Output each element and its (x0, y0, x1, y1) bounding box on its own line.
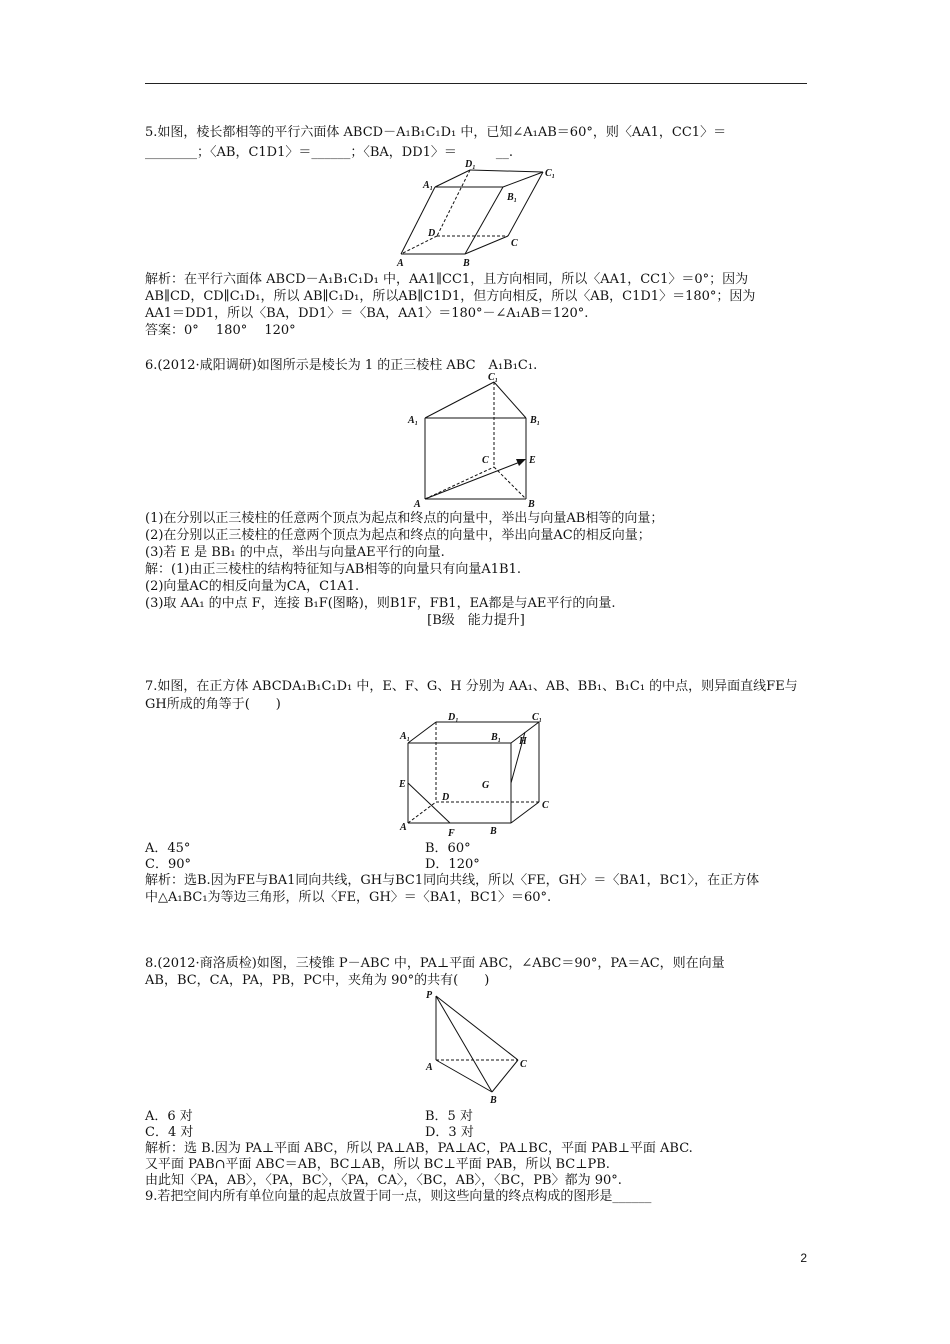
q7-label-g: G (482, 780, 490, 791)
q7-option-a: A．45° (145, 841, 191, 856)
page-number: 2 (800, 1251, 807, 1265)
q5-answer: 答案：0° 180° 120° (145, 323, 296, 338)
q6-prism-figure (404, 371, 554, 509)
q5-label-c1: C₁ (545, 168, 556, 179)
q7-option-b: B．60° (425, 841, 471, 856)
q6-part3: (3)若 E 是 BB₁ 的中点，举出与向量AE平行的向量. (145, 545, 445, 560)
q6-part1: (1)在分别以正三棱柱的任意两个顶点为起点和终点的向量中，举出与向量AB相等的向量； (145, 511, 664, 526)
q7-label-a1: A₁ (400, 731, 411, 742)
q6-solution3: (3)取 AA₁ 的中点 F，连接 B₁F(图略)，则B1F，FB1，EA都是与AE平行的向量. (145, 596, 616, 611)
q6-stem: 6.(2012·咸阳调研)如图所示是棱长为 1 的正三棱柱 ABC A₁B₁C₁. (145, 358, 538, 373)
q7-label-f: F (448, 828, 455, 839)
q7-stem-line2: GH所成的角等于( ) (145, 697, 281, 712)
q8-option-a: A．6 对 (145, 1109, 193, 1124)
q8-label-b: B (490, 1095, 497, 1106)
q8-option-b: B．5 对 (425, 1109, 473, 1124)
q7-label-b1: B₁ (491, 732, 502, 743)
q7-label-h: H (519, 736, 527, 747)
q8-option-c: C．4 对 (145, 1125, 194, 1140)
q7-option-c: C．90° (145, 857, 191, 872)
q5-solution-line3: AA1＝DD1，所以〈BA，DD1〉＝〈BA，AA1〉＝180°－∠A₁AB＝120°. (145, 306, 589, 321)
q7-label-c1: C₁ (532, 712, 543, 723)
q8-solution-line1: 解析：选 B.因为 PA⊥平面 ABC，所以 PA⊥AB，PA⊥AC，PA⊥BC，平面 PAB⊥平面 ABC. (145, 1141, 693, 1156)
q5-solution-line1: 解析：在平行六面体 ABCD－A₁B₁C₁D₁ 中，AA1∥CC1，且方向相同，所以〈AA1，CC1〉＝0°；因为 (145, 272, 749, 287)
q6-part2: (2)在分别以正三棱柱的任意两个顶点为起点和终点的向量中，举出向量AC的相反向量； (145, 528, 651, 543)
q6-solution2: (2)向量AC的相反向量为CA，C1A1. (145, 579, 360, 594)
q5-label-d1: D₁ (465, 159, 476, 170)
q5-label-b: B (463, 258, 470, 269)
q8-label-a: A (426, 1062, 433, 1073)
q7-solution-line2: 中△A₁BC₁为等边三角形，所以〈FE，GH〉＝〈BA1，BC1〉＝60°. (145, 890, 552, 905)
q6-label-c: C (482, 455, 489, 466)
q6-solution1: 解：(1)由正三棱柱的结构特征知与AB相等的向量只有向量A1B1. (145, 562, 521, 577)
q6-label-b: B (528, 499, 535, 509)
q8-stem-line1: 8.(2012·商洛质检)如图，三棱锥 P－ABC 中，PA⊥平面 ABC，∠ABC＝90°，PA＝AC，则在向量 (145, 956, 725, 971)
q9-stem: 9.若把空间内所有单位向量的起点放置于同一点，则这些向量的终点构成的图形是______ (145, 1189, 652, 1204)
q5-parallelepiped-figure (395, 158, 565, 270)
q6-label-c1: C₁ (488, 372, 499, 383)
q7-stem-line1: 7.如图，在正方体 ABCDA₁B₁C₁D₁ 中，E、F、G、H 分别为 AA₁、AB、BB₁、B₁C₁ 的中点，则异面直线FE与 (145, 679, 798, 694)
q7-solution-line1: 解析：选B.因为FE与BA1同向共线，GH与BC1同向共线，所以〈FE，GH〉＝〈BA1，BC1〉，在正方体 (145, 873, 760, 888)
q6-label-a1: A₁ (408, 415, 419, 426)
q5-label-a1: A₁ (423, 180, 434, 191)
q5-label-a: A (397, 258, 404, 269)
header-rule (145, 83, 807, 84)
q6-label-e: E (529, 455, 536, 466)
q7-option-d: D．120° (425, 857, 480, 872)
q7-label-a: A (400, 822, 407, 833)
q5-label-d: D (428, 228, 436, 239)
q7-label-b: B (490, 826, 497, 837)
q8-label-c: C (520, 1059, 527, 1070)
q5-label-c: C (511, 238, 518, 249)
q5-stem-line2: ________；〈AB，C1D1〉＝______；〈BA，DD1〉＝ __. (145, 145, 514, 160)
q5-stem-line1: 5.如图，棱长都相等的平行六面体 ABCD－A₁B₁C₁D₁ 中，已知∠A₁AB＝60°，则〈AA1，CC1〉＝ (145, 125, 727, 140)
q6-label-a: A (414, 499, 421, 509)
q8-solution-line3: 由此知〈PA，AB〉，〈PA，BC〉，〈PA，CA〉，〈BC，AB〉，〈BC，PB〉都为 90°. (145, 1173, 622, 1188)
level-heading: [B级 能力提升] (427, 613, 525, 628)
q7-cube-figure (398, 710, 558, 840)
q5-solution-line2: AB∥CD，CD∥C₁D₁，所以 AB∥C₁D₁，所以AB∥C1D1，但方向相反，所以〈AB，C1D1〉＝180°；因为 (145, 289, 756, 304)
q6-label-b1: B₁ (530, 415, 541, 426)
q8-option-d: D．3 对 (425, 1125, 474, 1140)
q8-stem-line2: AB，BC，CA，PA，PB，PC中，夹角为 90°的共有( ) (145, 973, 490, 988)
q8-solution-line2: 又平面 PAB∩平面 ABC＝AB，BC⊥AB，所以 BC⊥平面 PAB，所以 BC⊥PB. (145, 1157, 610, 1172)
q5-label-b1: B₁ (507, 192, 518, 203)
q8-pyramid-figure (422, 986, 532, 1106)
q7-label-c: C (542, 800, 549, 811)
q7-label-e: E (399, 779, 406, 790)
q8-label-p: P (426, 990, 433, 1001)
q7-label-d: D (442, 792, 450, 803)
q7-label-d1: D₁ (448, 712, 459, 723)
